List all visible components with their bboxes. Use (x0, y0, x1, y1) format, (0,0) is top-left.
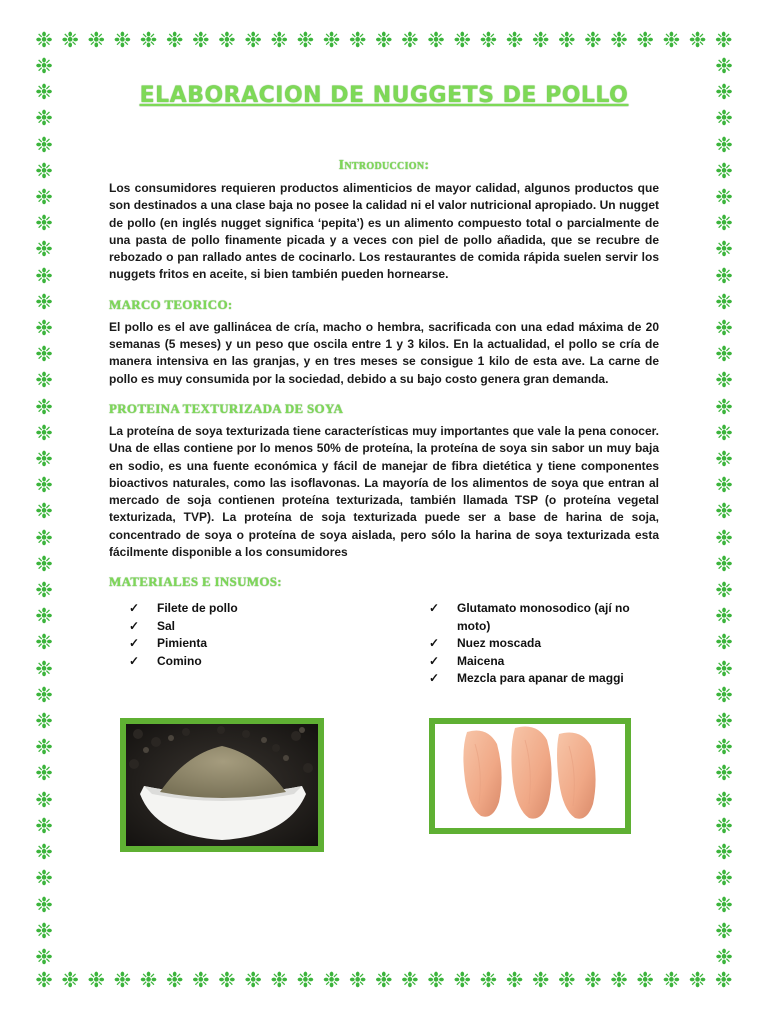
flower-star-icon: ❉ (35, 369, 53, 393)
flower-star-icon: ❉ (453, 29, 472, 52)
border-top (32, 30, 736, 54)
flower-star-icon: ❉ (348, 29, 367, 52)
flower-star-icon: ❉ (610, 29, 628, 52)
flower-star-icon: ❉ (715, 107, 733, 131)
flower-star-icon: ❉ (715, 736, 733, 760)
flower-star-icon: ❉ (322, 29, 341, 52)
flower-star-icon: ❉ (715, 186, 733, 210)
materials-item-label: Filete de pollo (157, 601, 238, 616)
flower-star-icon: ❉ (35, 395, 53, 419)
flower-star-icon: ❉ (558, 969, 576, 992)
checkmark-icon: ✓ (429, 671, 440, 686)
materials-list-left (109, 600, 409, 688)
flower-star-icon: ❉ (35, 264, 53, 288)
flower-star-icon: ❉ (610, 969, 628, 992)
flower-star-icon: ❉ (636, 969, 655, 992)
flower-star-icon: ❉ (375, 969, 393, 992)
flower-star-icon: ❉ (35, 969, 53, 992)
flower-star-icon: ❉ (35, 159, 53, 183)
flower-star-icon: ❉ (715, 710, 733, 734)
flower-star-icon: ❉ (35, 579, 53, 603)
checkmark-icon: ✓ (429, 636, 440, 651)
materials-list-item (409, 635, 659, 653)
flower-star-icon: ❉ (35, 186, 53, 210)
flower-star-icon: ❉ (35, 631, 53, 655)
flower-star-icon: ❉ (35, 605, 53, 629)
flower-star-icon: ❉ (715, 395, 733, 419)
flower-star-icon: ❉ (35, 867, 53, 891)
flower-star-icon: ❉ (715, 290, 733, 314)
flower-star-icon: ❉ (35, 448, 53, 472)
flower-star-icon: ❉ (636, 29, 655, 52)
flower-star-icon: ❉ (531, 969, 550, 992)
flower-star-icon: ❉ (715, 238, 733, 262)
flower-star-icon: ❉ (35, 683, 53, 707)
checkmark-icon: ✓ (129, 601, 140, 616)
materials-item-label: Comino (157, 653, 202, 668)
materials-list-item (409, 653, 659, 671)
flower-star-icon: ❉ (715, 605, 733, 629)
flower-star-icon: ❉ (584, 29, 602, 52)
flower-star-icon: ❉ (218, 969, 236, 992)
flower-star-icon: ❉ (584, 969, 602, 992)
intro-heading: Introduccion: (338, 158, 430, 173)
flower-star-icon: ❉ (35, 107, 53, 131)
flower-star-icon: ❉ (35, 526, 53, 550)
flower-star-icon: ❉ (35, 736, 53, 760)
flower-star-icon: ❉ (35, 343, 53, 367)
flower-star-icon: ❉ (715, 212, 733, 236)
materials-list-item (409, 670, 659, 688)
flower-star-icon: ❉ (479, 969, 498, 992)
flower-star-icon: ❉ (715, 919, 733, 943)
materials-item-label: Maicena (457, 653, 505, 668)
flower-star-icon: ❉ (35, 317, 53, 341)
flower-star-icon: ❉ (688, 969, 707, 992)
flower-star-icon: ❉ (35, 710, 53, 734)
flower-star-icon: ❉ (218, 29, 236, 52)
flower-star-icon: ❉ (662, 29, 681, 52)
flower-star-icon: ❉ (270, 969, 289, 992)
flower-star-icon: ❉ (270, 29, 289, 52)
border-bottom (32, 970, 736, 994)
flower-star-icon: ❉ (427, 29, 445, 52)
flower-star-icon: ❉ (715, 264, 733, 288)
materials-item-label: Nuez moscada (457, 636, 542, 651)
flower-star-icon: ❉ (87, 29, 106, 52)
flower-star-icon: ❉ (35, 474, 53, 498)
flower-star-icon: ❉ (139, 969, 158, 992)
intro-paragraph: Los consumidores requieren productos alimenticios de mayor calidad, algunos productos que son destinados a una clase baja no posee la calidad ni el valor nutricional apropiado. Un nugget de pollo (en inglés nugget significa ‘pepita’) es un alimento compuesto total o parcialmente de una pasta de pollo finamente picada y a veces con piel de pollo añadida, que se recubre de rebozado o pan rallado antes de cocinarlo. Los restaurantes de comida rápida suelen servir los nuggets fritos en aceite, si bien también pueden hornearse. (109, 181, 659, 282)
materials-list-right (409, 600, 659, 688)
flower-star-icon: ❉ (139, 29, 158, 52)
materials-item-label: Mezcla para apanar de maggi (457, 671, 624, 686)
flower-star-icon: ❉ (715, 474, 733, 498)
flower-star-icon: ❉ (715, 762, 733, 786)
materials-item-label: Glutamato monosodico (ají no moto) (457, 601, 630, 633)
flower-star-icon: ❉ (296, 969, 315, 992)
flower-star-icon: ❉ (375, 29, 393, 52)
flower-star-icon: ❉ (714, 969, 733, 992)
marco-teorico-heading: MARCO TEORICO: (109, 296, 233, 312)
document-body (109, 80, 659, 688)
flower-star-icon: ❉ (715, 579, 733, 603)
flower-star-icon: ❉ (715, 317, 733, 341)
flower-star-icon: ❉ (35, 657, 53, 681)
flower-star-icon: ❉ (715, 893, 733, 917)
flower-star-icon: ❉ (715, 945, 733, 969)
flower-star-icon: ❉ (244, 969, 262, 992)
document-title: ELABORACION DE NUGGETS DE POLLO (139, 83, 629, 108)
flower-star-icon: ❉ (401, 29, 419, 52)
flower-star-icon: ❉ (35, 421, 53, 445)
materials-item-label: Pimienta (157, 636, 208, 651)
flower-star-icon: ❉ (244, 29, 262, 52)
flower-star-icon: ❉ (715, 631, 733, 655)
flower-star-icon: ❉ (348, 969, 367, 992)
flower-star-icon: ❉ (35, 212, 53, 236)
flower-star-icon: ❉ (715, 159, 733, 183)
flower-star-icon: ❉ (35, 81, 53, 105)
flower-star-icon: ❉ (401, 969, 419, 992)
pepper-powder-photo (120, 718, 324, 852)
flower-star-icon: ❉ (505, 29, 524, 52)
checkmark-icon: ✓ (429, 653, 440, 668)
pepper-powder-image (126, 724, 318, 846)
flower-star-icon: ❉ (479, 29, 498, 52)
materials-list-item (109, 653, 409, 671)
flower-star-icon: ❉ (35, 814, 53, 838)
flower-star-icon: ❉ (453, 969, 472, 992)
flower-star-icon: ❉ (715, 683, 733, 707)
materials-list-item (109, 618, 409, 636)
border-left (32, 56, 56, 968)
flower-star-icon: ❉ (715, 814, 733, 838)
flower-star-icon: ❉ (715, 841, 733, 865)
flower-star-icon: ❉ (715, 500, 733, 524)
flower-star-icon: ❉ (715, 657, 733, 681)
materials-list-item (109, 600, 409, 618)
flower-star-icon: ❉ (61, 969, 79, 992)
flower-star-icon: ❉ (715, 552, 733, 576)
flower-star-icon: ❉ (35, 238, 53, 262)
flower-star-icon: ❉ (715, 867, 733, 891)
chicken-fillets-photo (429, 718, 631, 834)
flower-star-icon: ❉ (715, 81, 733, 105)
flower-star-icon: ❉ (505, 969, 524, 992)
flower-star-icon: ❉ (35, 290, 53, 314)
flower-star-icon: ❉ (35, 762, 53, 786)
flower-star-icon: ❉ (715, 448, 733, 472)
flower-star-icon: ❉ (322, 969, 341, 992)
flower-star-icon: ❉ (35, 500, 53, 524)
materials-list-item (109, 635, 409, 653)
flower-star-icon: ❉ (35, 133, 53, 157)
flower-star-icon: ❉ (531, 29, 550, 52)
materiales-heading: MATERIALES E INSUMOS: (109, 574, 282, 590)
flower-star-icon: ❉ (427, 969, 445, 992)
materials-list-item (409, 600, 659, 635)
flower-star-icon: ❉ (715, 133, 733, 157)
flower-star-icon: ❉ (35, 29, 53, 52)
flower-star-icon: ❉ (558, 29, 576, 52)
flower-star-icon: ❉ (192, 29, 210, 52)
checkmark-icon: ✓ (429, 601, 440, 616)
checkmark-icon: ✓ (129, 636, 140, 651)
checkmark-icon: ✓ (129, 618, 140, 633)
flower-star-icon: ❉ (61, 29, 79, 52)
flower-star-icon: ❉ (715, 788, 733, 812)
border-right (712, 56, 736, 968)
flower-star-icon: ❉ (35, 945, 53, 969)
proteina-paragraph: La proteína de soya texturizada tiene características muy importantes que vale la pena conocer. Una de ellas contiene por lo menos 50% de proteína, la proteína de soya sin sabor un muy baja en sodio, es una fuente económica y fácil de manejar de fibra dietética y tiene componentes bioactivos naturales, como las isoflavonas. La mayoría de los alimentos de soya que entran al mercado de soja contienen proteína texturizada, también llamada TSP (o proteína vegetal texturizada, TVP). La proteína de soja texturizada puede ser a base de harina de soja, concentrado de soya o proteína de soya aislada, pero sólo la harina de soya texturizada esta fácilmente disponible a los consumidores (109, 423, 659, 560)
flower-star-icon: ❉ (714, 29, 733, 52)
flower-star-icon: ❉ (35, 788, 53, 812)
flower-star-icon: ❉ (715, 55, 733, 78)
materials-item-label: Sal (157, 618, 176, 633)
flower-star-icon: ❉ (296, 29, 315, 52)
flower-star-icon: ❉ (715, 343, 733, 367)
flower-star-icon: ❉ (35, 55, 53, 78)
flower-star-icon: ❉ (35, 893, 53, 917)
flower-star-icon: ❉ (165, 969, 184, 992)
flower-star-icon: ❉ (35, 919, 53, 943)
flower-star-icon: ❉ (35, 552, 53, 576)
flower-star-icon: ❉ (715, 421, 733, 445)
flower-star-icon: ❉ (662, 969, 681, 992)
flower-star-icon: ❉ (165, 29, 184, 52)
proteina-heading: PROTEINA TEXTURIZADA DE SOYA (109, 400, 344, 416)
flower-star-icon: ❉ (35, 841, 53, 865)
materials-lists (109, 600, 659, 688)
flower-star-icon: ❉ (113, 969, 132, 992)
marco-teorico-paragraph: El pollo es el ave gallinácea de cría, macho o hembra, sacrificada con una edad máxima de 20 semanas (5 meses) y un peso que oscila entre 1 y 3 kilos. En la actualidad, el pollo se cría de manera intensiva en las granjas, y en tres meses se consigue 1 kilo de esta ave. La carne de pollo es muy consumida por la sociedad, debido a su bajo costo genera gran demanda. (109, 319, 659, 386)
flower-star-icon: ❉ (715, 369, 733, 393)
flower-star-icon: ❉ (688, 29, 707, 52)
flower-star-icon: ❉ (113, 29, 132, 52)
chicken-fillets-image (435, 724, 625, 828)
checkmark-icon: ✓ (129, 653, 140, 668)
flower-star-icon: ❉ (715, 526, 733, 550)
flower-star-icon: ❉ (87, 969, 106, 992)
flower-star-icon: ❉ (192, 969, 210, 992)
